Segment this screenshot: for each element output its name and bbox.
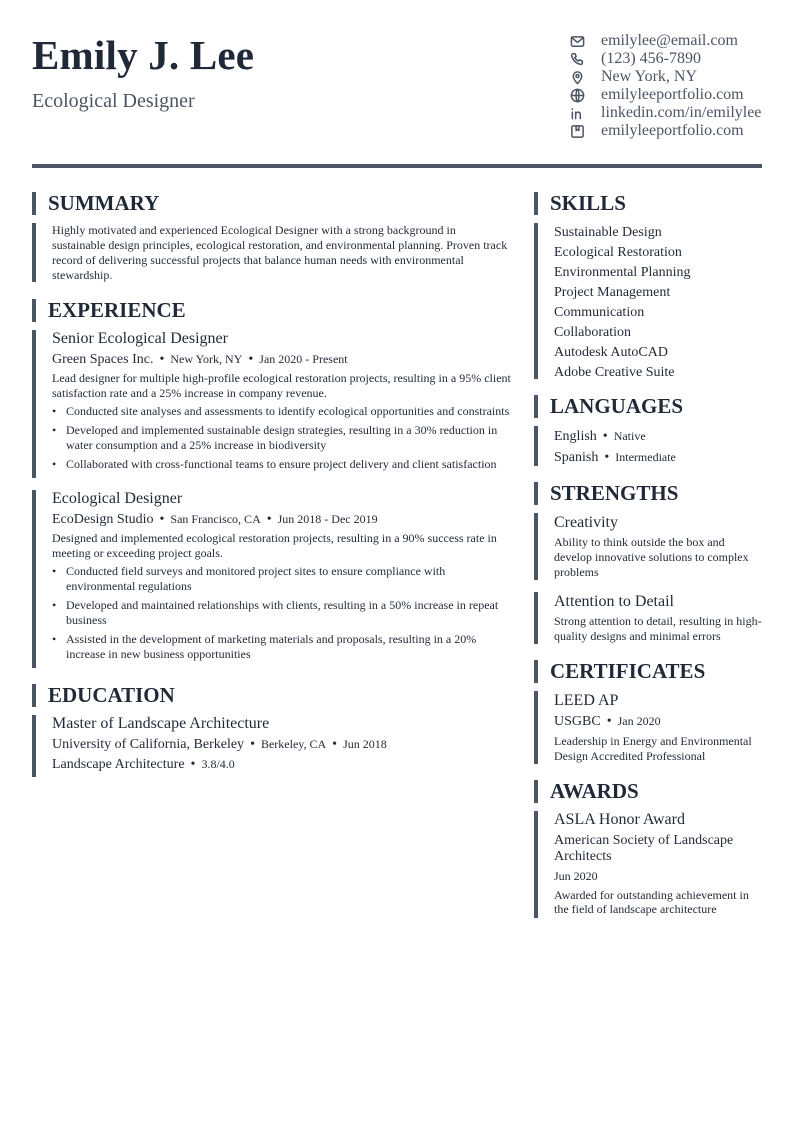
left-column [32, 192, 512, 777]
education-school: University of California, Berkeley [52, 737, 245, 752]
skill-item: Adobe Creative Suite [554, 365, 675, 380]
contact-location-text: New York, NY [601, 68, 698, 85]
right-column [534, 192, 764, 918]
summary-section [32, 223, 512, 282]
skill-item: Ecological Restoration [554, 245, 682, 260]
mail-icon [568, 32, 586, 50]
separator-dot: • [250, 737, 255, 752]
job-bullets [52, 404, 512, 472]
list-item: • Conducted field surveys and monitored project sites to ensure compliance with environmental regulations [52, 564, 512, 594]
separator-dot: • [190, 757, 196, 772]
job-company: Green Spaces Inc. [52, 352, 154, 367]
education-field-row [52, 756, 512, 773]
phone-icon [568, 50, 586, 68]
resume-header [32, 30, 762, 148]
skill-item: Environmental Planning [554, 265, 691, 280]
contact-website[interactable] [568, 86, 794, 104]
award-description: Awarded for outstanding achievement in the field of landscape architecture [554, 888, 749, 916]
job-title: Ecological Designer [52, 490, 183, 507]
language-level: Native [613, 429, 646, 443]
job-meta [52, 351, 512, 368]
language-item [554, 426, 764, 447]
separator-dot: • [248, 352, 254, 367]
contact-linkedin[interactable] [568, 104, 794, 122]
candidate-name: Emily J. Lee [32, 32, 255, 78]
contact-portfolio[interactable] [568, 122, 794, 140]
education-date: Jun 2018 [343, 737, 387, 751]
job-description: Lead designer for multiple high-profile ecological restoration projects, resulting in a 95% client satisfaction rate and a 25% increase in company revenue. [52, 371, 511, 400]
award-entry [534, 811, 764, 918]
summary-heading: SUMMARY [32, 192, 512, 215]
strength-entry [534, 592, 764, 644]
strength-title: Creativity [554, 514, 618, 531]
certificate-issuer: USGBC [554, 714, 601, 729]
contact-list [568, 32, 794, 140]
language-level: Intermediate [615, 450, 676, 464]
contact-phone[interactable] [568, 50, 794, 68]
education-location: Berkeley, CA [260, 737, 327, 751]
separator-dot: • [159, 352, 165, 367]
separator-dot: • [159, 512, 165, 527]
certificate-entry [534, 691, 764, 764]
job-dates: Jan 2020 - Present [259, 352, 348, 366]
job-description: Designed and implemented ecological restoration projects, resulting in a 90% success rate in meeting or exceeding project goals. [52, 531, 497, 560]
header-divider [32, 164, 762, 168]
experience-heading: EXPERIENCE [32, 299, 512, 322]
education-meta [52, 736, 512, 753]
separator-dot: • [602, 429, 608, 444]
certificate-title: LEED AP [554, 692, 619, 709]
contact-website-text: emilyleeportfolio.com [601, 86, 744, 103]
separator-dot: • [606, 714, 612, 729]
education-field: Landscape Architecture [52, 757, 185, 772]
contact-email-text: emilylee@email.com [601, 32, 738, 49]
list-item: • Conducted site analyses and assessments to identify ecological opportunities and constraints [52, 404, 512, 419]
skills-section [534, 223, 764, 379]
language-name: Spanish [554, 450, 599, 465]
globe-icon [568, 86, 586, 104]
separator-dot: • [266, 512, 272, 527]
skills-heading: SKILLS [534, 192, 764, 215]
linkedin-icon [568, 104, 586, 122]
job-company: EcoDesign Studio [52, 512, 154, 527]
languages-heading: LANGUAGES [534, 395, 764, 418]
certificate-date: Jan 2020 [617, 714, 661, 728]
candidate-title: Ecological Designer [32, 90, 195, 112]
job-title: Senior Ecological Designer [52, 330, 228, 347]
contact-phone-text: (123) 456-7890 [601, 50, 701, 67]
contact-email[interactable] [568, 32, 794, 50]
summary-text: Highly motivated and experienced Ecological Designer with a strong background in sustainable design principles, ecological restoration, and environmental planning. Proven track record of delivering successful projects that balance human needs with environmental stewardship. [52, 223, 508, 282]
job-entry [32, 330, 512, 478]
job-location: San Francisco, CA [170, 512, 261, 526]
strengths-heading: STRENGTHS [534, 482, 764, 505]
job-dates: Jun 2018 - Dec 2019 [277, 512, 378, 526]
skill-item: Collaboration [554, 325, 631, 340]
list-item: • Developed and implemented sustainable design strategies, resulting in a 30% reduction in water consumption and a 25% increase in biodiversity [52, 423, 512, 453]
contact-linkedin-text: linkedin.com/in/emilylee [601, 104, 762, 121]
certificate-meta [554, 712, 764, 731]
skill-item: Autodesk AutoCAD [554, 345, 668, 360]
separator-dot: • [332, 737, 338, 752]
separator-dot: • [604, 450, 610, 465]
education-heading: EDUCATION [32, 684, 512, 707]
job-location: New York, NY [170, 352, 243, 366]
awards-heading: AWARDS [534, 780, 764, 803]
award-date: Jun 2020 [554, 869, 598, 883]
strength-title: Attention to Detail [554, 593, 674, 610]
education-section [32, 715, 512, 777]
skill-item: Project Management [554, 285, 671, 300]
certificates-heading: CERTIFICATES [534, 660, 764, 683]
list-item: • Assisted in the development of marketing materials and proposals, resulting in a 20% increase in new business opportunities [52, 632, 512, 662]
strength-entry [534, 513, 764, 580]
job-bullets [52, 564, 512, 662]
strength-description: Strong attention to detail, resulting in high-quality designs and minimal errors [554, 614, 762, 643]
certificate-description: Leadership in Energy and Environmental Design Accredited Professional [554, 734, 752, 763]
list-item: • Developed and maintained relationships with clients, resulting in a 50% increase in repeat business [52, 598, 512, 628]
strength-description: Ability to think outside the box and develop innovative solutions to complex problems [554, 535, 749, 579]
list-item: • Collaborated with cross-functional teams to ensure project delivery and client satisfaction [52, 457, 512, 472]
education-degree: Master of Landscape Architecture [52, 715, 270, 732]
language-item [554, 447, 764, 468]
location-icon [568, 68, 586, 86]
education-gpa: 3.8/4.0 [201, 757, 235, 771]
contact-portfolio-text: emilyleeportfolio.com [601, 122, 744, 139]
skill-item: Sustainable Design [554, 225, 662, 240]
contact-location [568, 68, 794, 86]
language-name: English [554, 429, 597, 444]
job-entry [32, 490, 512, 668]
languages-section [534, 426, 764, 466]
skill-item: Communication [554, 305, 645, 320]
award-organization: American Society of Landscape Architects [554, 833, 734, 864]
portfolio-icon [568, 122, 586, 140]
job-meta [52, 511, 512, 528]
award-title: ASLA Honor Award [554, 811, 685, 828]
